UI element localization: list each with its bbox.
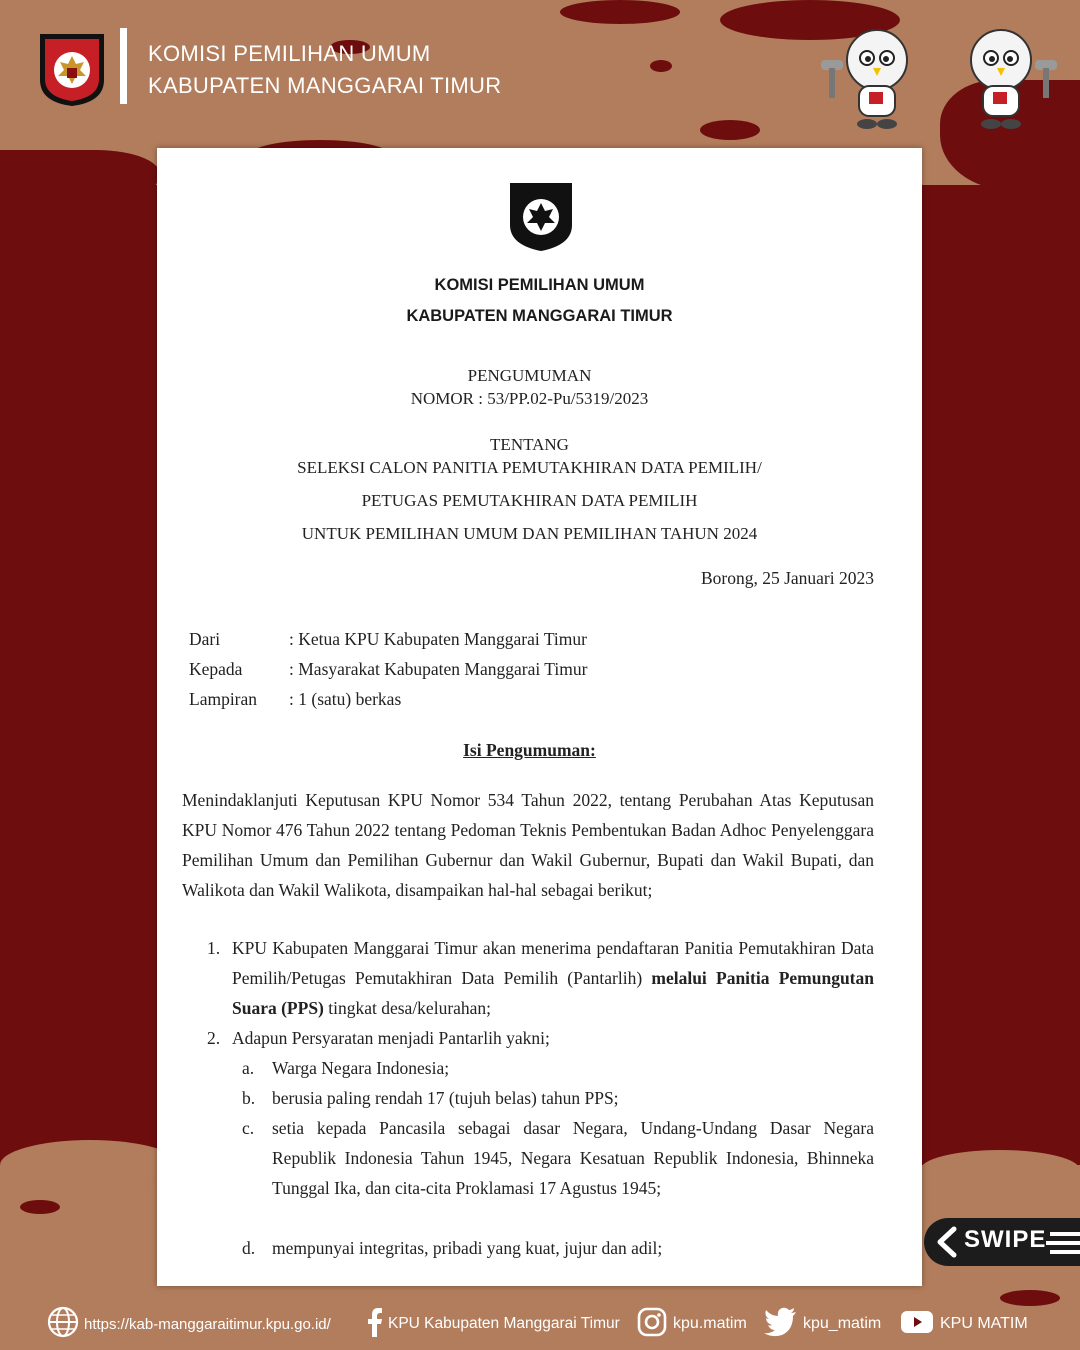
swipe-label: SWIPE: [964, 1226, 1047, 1253]
swipe-lines-decoration: [1046, 1230, 1080, 1261]
sub-list-text: mempunyai integritas, pribadi yang kuat, jujur dan adil;: [272, 1238, 663, 1258]
header-title: [148, 38, 501, 102]
meta-value: : Masyarakat Kabupaten Manggarai Timur: [289, 659, 588, 679]
meta-value: : Ketua KPU Kabupaten Manggarai Timur: [289, 629, 587, 649]
header-divider: [120, 28, 127, 104]
texture-splat: [700, 120, 760, 140]
texture-splat: [0, 150, 160, 210]
intro-paragraph: Menindaklanjuti Keputusan KPU Nomor 534 Tahun 2022, tentang Perubahan Atas Keputusan KPU Nomor 476 Tahun 2022 tentang Pedoman Teknis Pembentukan Badan Adhoc Penyelenggara Pemilihan Umum dan Pemilihan Gubernur dan Wakil Gubernur, Bupati dan Wakil Bupati, dan Walikota dan Wakil Walikota, disampaikan hal-hal sebagai berikut;: [182, 790, 874, 900]
sub-list-text: Warga Negara Indonesia;: [272, 1058, 450, 1078]
meta-row: [189, 629, 587, 650]
twitter-icon: [764, 1307, 798, 1342]
subject-line-1: SELEKSI CALON PANITIA PEMUTAKHIRAN DATA PEMILIH/: [297, 458, 762, 477]
content-heading: Isi Pengumuman:: [463, 740, 596, 760]
kpu-logo-icon: [36, 30, 108, 108]
website-text: https://kab-manggaraitimur.kpu.go.id/: [84, 1315, 331, 1333]
website-link[interactable]: [46, 1306, 331, 1342]
subject-line-2: PETUGAS PEMUTAKHIRAN DATA PEMILIH: [361, 491, 698, 510]
list-text-bold: melalui Panitia Pemungutan Suara (PPS): [232, 968, 874, 1018]
org-name-line-1: KOMISI PEMILIHAN UMUM: [434, 276, 645, 294]
header-line-2: KABUPATEN MANGGARAI TIMUR: [148, 73, 502, 98]
announcement-number: NOMOR : 53/PP.02-Pu/5319/2023: [410, 389, 649, 408]
texture-splat: [560, 0, 680, 24]
instagram-icon: [636, 1306, 668, 1343]
twitter-text: kpu_matim: [803, 1315, 882, 1332]
list-text-part: KPU Kabupaten Manggarai Timur akan menerima pendaftaran Panitia Pemutakhiran Data Pemilih/Petugas Pemutakhiran Data Pemilih (Pantarlih): [232, 938, 874, 988]
meta-key: Kepada: [189, 659, 243, 679]
instagram-text: kpu.matim: [673, 1315, 747, 1332]
meta-row: [189, 689, 401, 710]
texture-splat: [1000, 1290, 1060, 1306]
texture-splat: [20, 1200, 60, 1214]
sub-list-item: [242, 1113, 874, 1233]
meta-key: Dari: [189, 629, 221, 649]
facebook-text: KPU Kabupaten Manggarai Timur: [388, 1315, 620, 1332]
list-item: [207, 1023, 874, 1053]
list-number: 2.: [207, 1028, 221, 1048]
sub-list-item: [242, 1053, 874, 1083]
instagram-link[interactable]: [636, 1306, 747, 1342]
place-date: Borong, 25 Januari 2023: [700, 568, 874, 588]
facebook-icon: [364, 1307, 384, 1342]
twitter-link[interactable]: [764, 1306, 881, 1342]
meta-key: Lampiran: [189, 689, 258, 709]
list-item: [207, 933, 874, 1023]
facebook-link[interactable]: [364, 1306, 620, 1342]
about-label: TENTANG: [490, 435, 569, 454]
globe-icon: [46, 1305, 80, 1344]
meta-row: [189, 659, 587, 680]
sub-list-item: [242, 1233, 874, 1263]
texture-splat: [920, 1150, 1080, 1190]
announcement-title: PENGUMUMAN: [467, 366, 592, 385]
sub-list-text: setia kepada Pancasila sebagai dasar Negara, Undang-Undang Dasar Negara Republik Indonesia Tahun 1945, Negara Kesatuan Republik Indonesia, Bhinneka Tunggal Ika, dan cita-cita Proklamasi 17 Agustus 1945;: [272, 1118, 874, 1198]
chevron-left-icon: [934, 1226, 960, 1263]
mascot-icon: [815, 20, 1065, 135]
meta-value: : 1 (satu) berkas: [289, 689, 402, 709]
org-name-line-2: KABUPATEN MANGGARAI TIMUR: [406, 307, 673, 325]
swipe-button[interactable]: [924, 1218, 1080, 1266]
list-text-rest: tingkat desa/kelurahan;: [323, 998, 492, 1018]
youtube-link[interactable]: [900, 1306, 1028, 1342]
sub-list-label: a.: [242, 1058, 255, 1078]
announcement-document: [157, 148, 922, 1286]
footer-links: [46, 1306, 1046, 1342]
youtube-text: KPU MATIM: [940, 1315, 1028, 1332]
sub-list-text: berusia paling rendah 17 (tujuh belas) tahun PPS;: [272, 1088, 619, 1108]
list-text: [232, 933, 874, 1023]
youtube-icon: [900, 1309, 934, 1340]
list-text: Adapun Persyaratan menjadi Pantarlih yakni;: [232, 1028, 550, 1048]
sub-list-label: b.: [242, 1088, 256, 1108]
header-line-1: KOMISI PEMILIHAN UMUM: [148, 41, 431, 66]
subject-line-3: UNTUK PEMILIHAN UMUM DAN PEMILIHAN TAHUN 2024: [301, 524, 758, 543]
pps-emblem-icon: [506, 179, 576, 253]
texture-splat: [650, 60, 672, 72]
list-number: 1.: [207, 938, 221, 958]
texture-splat: [0, 1140, 180, 1190]
sub-list-item: [242, 1083, 874, 1113]
sub-list-label: c.: [242, 1118, 255, 1138]
sub-list-label: d.: [242, 1238, 256, 1258]
